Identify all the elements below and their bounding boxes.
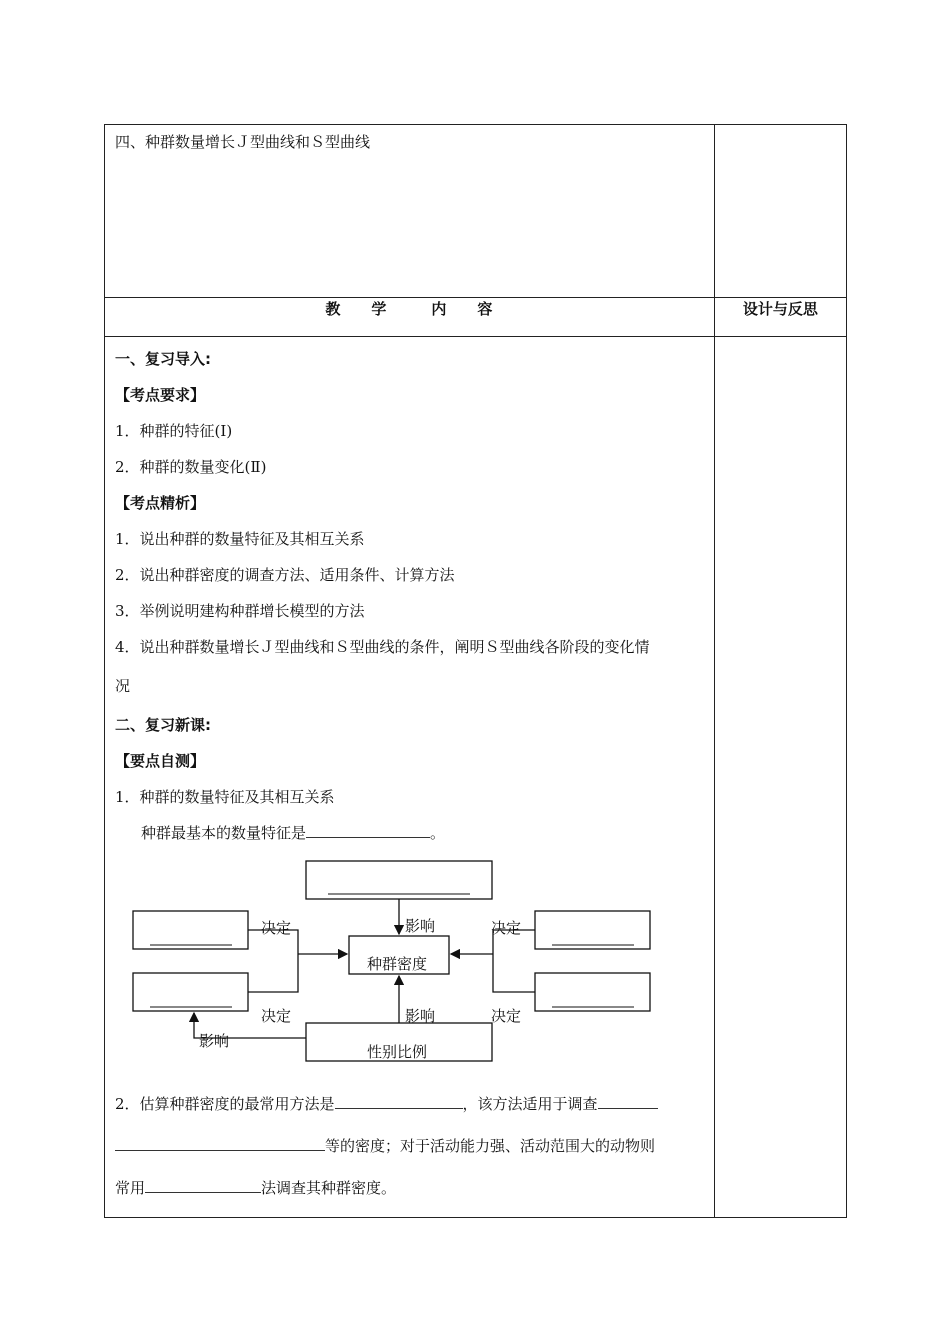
q2-text: 法调查其种群密度。 bbox=[261, 1179, 397, 1197]
question2-line1 bbox=[115, 1083, 714, 1125]
question1-title: 1．种群的数量特征及其相互关系 bbox=[115, 788, 335, 806]
question1-text bbox=[115, 815, 714, 851]
requirements-title: 【考点要求】 bbox=[115, 386, 206, 404]
q1-text-before: 种群最基本的数量特征是 bbox=[141, 824, 307, 842]
analysis-item: 1．说出种群的数量特征及其相互关系 bbox=[115, 530, 365, 548]
requirement-item: 1．种群的特征(Ⅰ) bbox=[115, 422, 233, 440]
center-box-label: 种群密度 bbox=[367, 955, 428, 973]
header-row bbox=[105, 298, 847, 337]
section1-title: 一、复习导入: bbox=[115, 350, 211, 368]
content-cell bbox=[105, 337, 715, 1218]
analysis-item: 2．说出种群密度的调查方法、适用条件、计算方法 bbox=[115, 566, 455, 584]
body-row bbox=[105, 337, 847, 1218]
answer-blank[interactable] bbox=[306, 823, 430, 838]
analysis-item: 3．举例说明建构种群增长模型的方法 bbox=[115, 602, 365, 620]
top-main-cell bbox=[105, 125, 715, 298]
self-test-title: 【要点自测】 bbox=[115, 752, 206, 770]
analysis-item: 4．说出种群数量增长Ｊ型曲线和Ｓ型曲线的条件，阐明Ｓ型曲线各阶段的变化情 bbox=[115, 638, 650, 656]
label-decide-left-top: 决定 bbox=[261, 919, 292, 937]
q1-text-after: 。 bbox=[430, 824, 446, 842]
top-row-text: 四、种群数量增长Ｊ型曲线和Ｓ型曲线 bbox=[115, 133, 371, 151]
header-char: 教 bbox=[325, 300, 342, 318]
analysis-item-cont: 况 bbox=[115, 677, 131, 695]
section2-title: 二、复习新课: bbox=[115, 716, 211, 734]
bottom-box-label: 性别比例 bbox=[367, 1043, 428, 1061]
top-box bbox=[306, 861, 492, 899]
label-decide-left-bottom: 决定 bbox=[261, 1007, 292, 1025]
population-diagram bbox=[115, 857, 675, 1067]
top-side-cell bbox=[714, 125, 846, 298]
left-top-box bbox=[133, 911, 248, 949]
label-influence-top: 影响 bbox=[405, 917, 436, 935]
label-decide-right-bottom: 决定 bbox=[491, 1007, 522, 1025]
top-row bbox=[105, 125, 847, 298]
question2-line3 bbox=[115, 1167, 714, 1209]
question2-line2 bbox=[115, 1125, 714, 1167]
right-bottom-box bbox=[535, 973, 650, 1011]
header-main bbox=[105, 298, 715, 337]
answer-blank[interactable] bbox=[335, 1094, 463, 1109]
analysis-title: 【考点精析】 bbox=[115, 494, 206, 512]
requirement-item: 2．种群的数量变化(Ⅱ) bbox=[115, 458, 267, 476]
left-bottom-box bbox=[133, 973, 248, 1011]
label-influence-bottom: 影响 bbox=[405, 1007, 436, 1025]
answer-blank[interactable] bbox=[145, 1178, 261, 1193]
q2-text: ，该方法适用于调查 bbox=[462, 1095, 598, 1113]
reflection-cell[interactable] bbox=[714, 337, 846, 1218]
header-char: 内 bbox=[431, 300, 448, 318]
header-char: 容 bbox=[477, 300, 494, 318]
q2-text: 等的密度；对于活动能力强、活动范围大的动物则 bbox=[325, 1137, 656, 1155]
q2-text: 常用 bbox=[115, 1179, 146, 1197]
header-side: 设计与反思 bbox=[714, 298, 846, 337]
answer-blank[interactable] bbox=[598, 1094, 658, 1109]
answer-blank[interactable] bbox=[115, 1136, 325, 1151]
header-char: 学 bbox=[371, 300, 388, 318]
q2-text: 2．估算种群密度的最常用方法是 bbox=[115, 1095, 335, 1113]
lesson-table bbox=[104, 124, 847, 1218]
right-top-box bbox=[535, 911, 650, 949]
label-influence-left: 影响 bbox=[199, 1032, 230, 1050]
content-body bbox=[105, 337, 714, 1209]
label-decide-right-top: 决定 bbox=[491, 919, 522, 937]
